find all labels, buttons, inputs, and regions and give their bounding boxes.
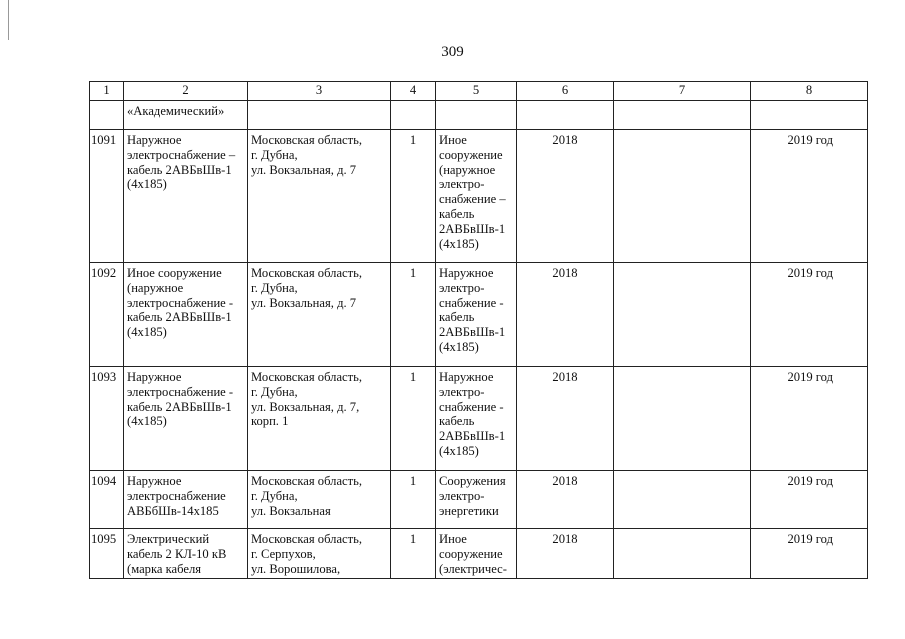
header-cell: 5 <box>436 82 517 101</box>
cell-address-line: корп. 1 <box>251 414 289 429</box>
cell-address-line: ул. Ворошилова, <box>251 561 341 576</box>
cell-year: 2018 <box>517 471 614 529</box>
cell-year: 2018 <box>517 367 614 471</box>
cell-name-line: кабель 2 КЛ-10 кВ <box>127 546 227 561</box>
cell-address <box>248 130 391 263</box>
table-row <box>90 263 868 367</box>
cell-no <box>90 101 124 130</box>
cell-name-line: электроснабжение <box>127 488 226 503</box>
cell-name: «Академический» <box>124 101 248 130</box>
cell-name <box>124 263 248 367</box>
header-cell: 4 <box>391 82 436 101</box>
header-cell: 1 <box>90 82 124 101</box>
header-cell: 2 <box>124 82 248 101</box>
cell-year: 2018 <box>517 130 614 263</box>
cell-qty: 1 <box>391 263 436 367</box>
cell-type-line: Иное <box>439 532 467 546</box>
cell-col7 <box>614 263 751 367</box>
cell-address-line: г. Серпухов, <box>251 546 316 561</box>
cell-name-line: электроснабжение – <box>127 147 236 162</box>
cell-name-line: АВБбШв-14х185 <box>127 503 219 518</box>
cell-type <box>436 367 517 471</box>
cell-address-line: ул. Вокзальная, д. 7 <box>251 162 357 177</box>
cell-type-line: снабжение - <box>439 295 504 310</box>
cell-term: 2019 год <box>751 263 868 367</box>
cell-type-line: Наружное <box>439 266 494 280</box>
cell-name <box>124 367 248 471</box>
cell-name-line: Иное сооружение <box>127 266 222 280</box>
cell-name-line: Наружное <box>127 133 182 147</box>
cell-name-line: (наружное <box>127 280 184 295</box>
cell-type-line: Наружное <box>439 370 494 384</box>
cell-type <box>436 263 517 367</box>
scan-edge-mark <box>8 0 9 40</box>
cell-name-line: (марка кабеля <box>127 561 202 576</box>
cell-qty: 1 <box>391 471 436 529</box>
cell-type-line: снабжение – <box>439 192 506 207</box>
cell-type-line: электро- <box>439 488 485 503</box>
cell-qty: 1 <box>391 367 436 471</box>
cell-type-line: 2АВБвШв-1 <box>439 221 506 236</box>
cell-type <box>436 130 517 263</box>
cell-name <box>124 130 248 263</box>
cell-name-line: Электрический <box>127 532 210 546</box>
cell-type-line: 2АВБвШв-1 <box>439 429 506 444</box>
cell-type-line: Сооружения <box>439 474 506 488</box>
cell-name-line: электроснабжение - <box>127 384 234 399</box>
cell-type-line: (4х185) <box>439 236 479 251</box>
cell-name <box>124 471 248 529</box>
cell-name-line: кабель 2АВБвШв-1 <box>127 399 232 414</box>
cell-year: 2018 <box>517 263 614 367</box>
cell-col7 <box>614 367 751 471</box>
cell-type-line: электро- <box>439 384 485 399</box>
header-row <box>90 82 868 101</box>
table-row <box>90 471 868 529</box>
cell-type-line: кабель <box>439 310 475 325</box>
header-cell: 8 <box>751 82 868 101</box>
page-number: 309 <box>441 44 464 60</box>
cell-address-line: г. Дубна, <box>251 147 298 162</box>
header-cell: 6 <box>517 82 614 101</box>
cell-type-line: сооружение <box>439 147 503 162</box>
cell-type-line: сооружение <box>439 546 503 561</box>
cell-address <box>248 263 391 367</box>
header-cell: 3 <box>248 82 391 101</box>
cell-address-line: г. Дубна, <box>251 280 298 295</box>
cell-name-line: (4х185) <box>127 177 167 192</box>
cell-address-line: Московская область, <box>251 532 363 546</box>
cell-address-line: г. Дубна, <box>251 488 298 503</box>
cell-type-line: снабжение - <box>439 399 504 414</box>
cell-type-line: энергетики <box>439 503 499 518</box>
cell-no: 1094 <box>90 471 124 529</box>
table-row <box>90 130 868 263</box>
cell-name-line: Наружное <box>127 474 182 488</box>
cell-col7 <box>614 529 751 579</box>
cell-type-line: электро- <box>439 280 485 295</box>
cell-qty: 1 <box>391 130 436 263</box>
cell-name-line: (4х185) <box>127 414 167 429</box>
cell-term: 2019 год <box>751 529 868 579</box>
cell-address-line: ул. Вокзальная, д. 7 <box>251 295 357 310</box>
cell-type-line: кабель <box>439 206 475 221</box>
header-cell: 7 <box>614 82 751 101</box>
cell-address-line: ул. Вокзальная, д. 7, <box>251 399 360 414</box>
cell-address-line: ул. Вокзальная <box>251 503 331 518</box>
cell-type-line: (4х185) <box>439 443 479 458</box>
cell-year: 2018 <box>517 529 614 579</box>
cell-address-line: Московская область, <box>251 133 363 147</box>
table-body <box>90 130 868 579</box>
table-row <box>90 529 868 579</box>
cell-no: 1092 <box>90 263 124 367</box>
cell-name-line: кабель 2АВБвШв-1 <box>127 162 232 177</box>
cell-no: 1093 <box>90 367 124 471</box>
cell-name-line: Наружное <box>127 370 182 384</box>
cell-type-line: кабель <box>439 414 475 429</box>
cell-no: 1095 <box>90 529 124 579</box>
table-row <box>90 367 868 471</box>
cell-type-line: электро- <box>439 177 485 192</box>
cell-type-line: 2АВБвШв-1 <box>439 325 506 340</box>
cell-name <box>124 529 248 579</box>
cell-term: 2019 год <box>751 367 868 471</box>
cell-address <box>248 471 391 529</box>
cell-qty: 1 <box>391 529 436 579</box>
cell-address-line: Московская область, <box>251 266 363 280</box>
cell-type-line: (наружное <box>439 162 496 177</box>
cell-col7 <box>614 471 751 529</box>
cell-address-line: Московская область, <box>251 474 363 488</box>
cell-type-line: Иное <box>439 133 467 147</box>
cell-type-line: (электричес- <box>439 561 507 576</box>
cell-type <box>436 529 517 579</box>
cell-type <box>436 471 517 529</box>
registry-table <box>89 81 868 579</box>
cell-term: 2019 год <box>751 130 868 263</box>
cell-address-line: Московская область, <box>251 370 363 384</box>
cell-address <box>248 367 391 471</box>
cell-name-line: электроснабжение - <box>127 295 234 310</box>
cell-address <box>248 529 391 579</box>
cell-name-line: кабель 2АВБвШв-1 <box>127 310 232 325</box>
cell-no: 1091 <box>90 130 124 263</box>
cell-term: 2019 год <box>751 471 868 529</box>
cell-name-line: (4х185) <box>127 325 167 340</box>
continuation-row <box>90 101 868 130</box>
cell-type-line: (4х185) <box>439 339 479 354</box>
cell-col7 <box>614 130 751 263</box>
cell-address-line: г. Дубна, <box>251 384 298 399</box>
